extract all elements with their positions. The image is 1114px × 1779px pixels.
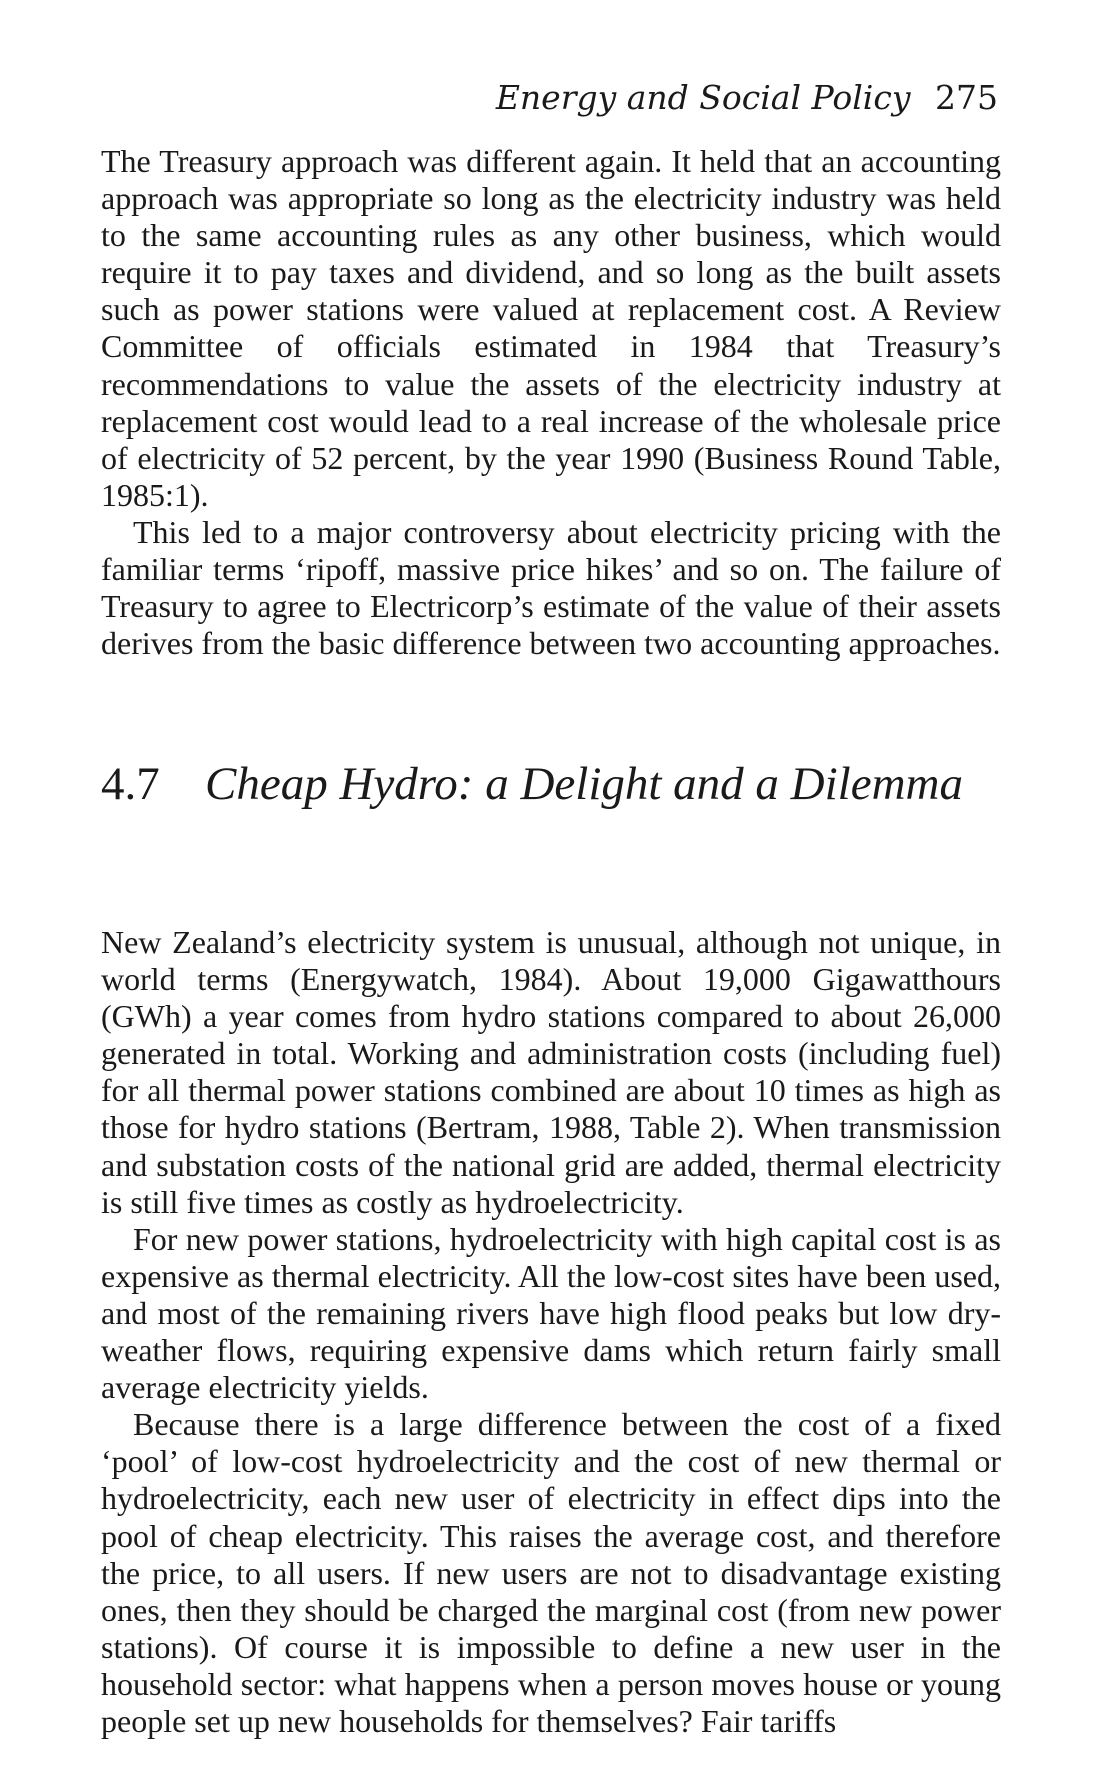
paragraph: For new power stations, hydroelectricity with high capital cost is as expensive as thermal electricity. All the low-cost sites have been used, and most of the remaining rivers have high flood peaks but low dry-weather flows, requiring expensive dams which return fairly small average electricity yields. xyxy=(101,1220,1001,1406)
running-title: Energy and Social Policy xyxy=(495,78,911,117)
running-header xyxy=(496,78,998,118)
paragraph: This led to a major controversy about electricity pricing with the familiar terms ‘ripoff, massive price hikes’ and so on. The failure of Treasury to agree to Electricorp’s estimate of the value of their assets derives from the basic difference between two accounting approaches. xyxy=(101,513,1001,662)
paragraph: The Treasury approach was different again. It held that an accounting approach was appropriate so long as the electricity industry was held to the same accounting rules as any other business, which would require it to pay taxes and dividend, and so long as the built assets such as power stations were valued at replacement cost. A Review Committee of officials estimated in 1984 that Treasury’s recommendations to value the assets of the electricity industry at replacement cost would lead to a real increase of the wholesale price of electricity of 52 percent, by the year 1990 (Business Round Table, 1985:1). xyxy=(101,143,1001,513)
page-number: 275 xyxy=(935,78,998,117)
body-text-after-section xyxy=(101,924,1001,1740)
paragraph: Because there is a large difference between the cost of a fixed ‘pool’ of low-cost hydroelectricity and the cost of new thermal or hydroelectricity, each new user of electricity in effect dips into the pool of cheap electricity. This raises the average cost, and therefore the price, to all users. If new users are not to disadvantage existing ones, then they should be charged the marginal cost (from new power stations). Of course it is impossible to define a new user in the household sector: what happens when a person moves house or young people set up new households for themselves? Fair tariffs xyxy=(101,1406,1001,1739)
section-heading xyxy=(101,756,1001,812)
body-text-before-section xyxy=(101,143,1001,662)
paragraph: New Zealand’s electricity system is unusual, although not unique, in world terms (Energywatch, 1984). About 19,000 Gigawatthours (GWh) a year comes from hydro stations compared to about 26,000 generated in total. Working and administration costs (including fuel) for all thermal power stations combined are about 10 times as high as those for hydro stations (Bertram, 1988, Table 2). When transmission and substation costs of the national grid are added, thermal electricity is still five times as costly as hydroelectricity. xyxy=(101,924,1001,1220)
section-title: Cheap Hydro: a Delight and a Dilemma xyxy=(205,758,963,810)
section-number: 4.7 xyxy=(101,758,160,810)
